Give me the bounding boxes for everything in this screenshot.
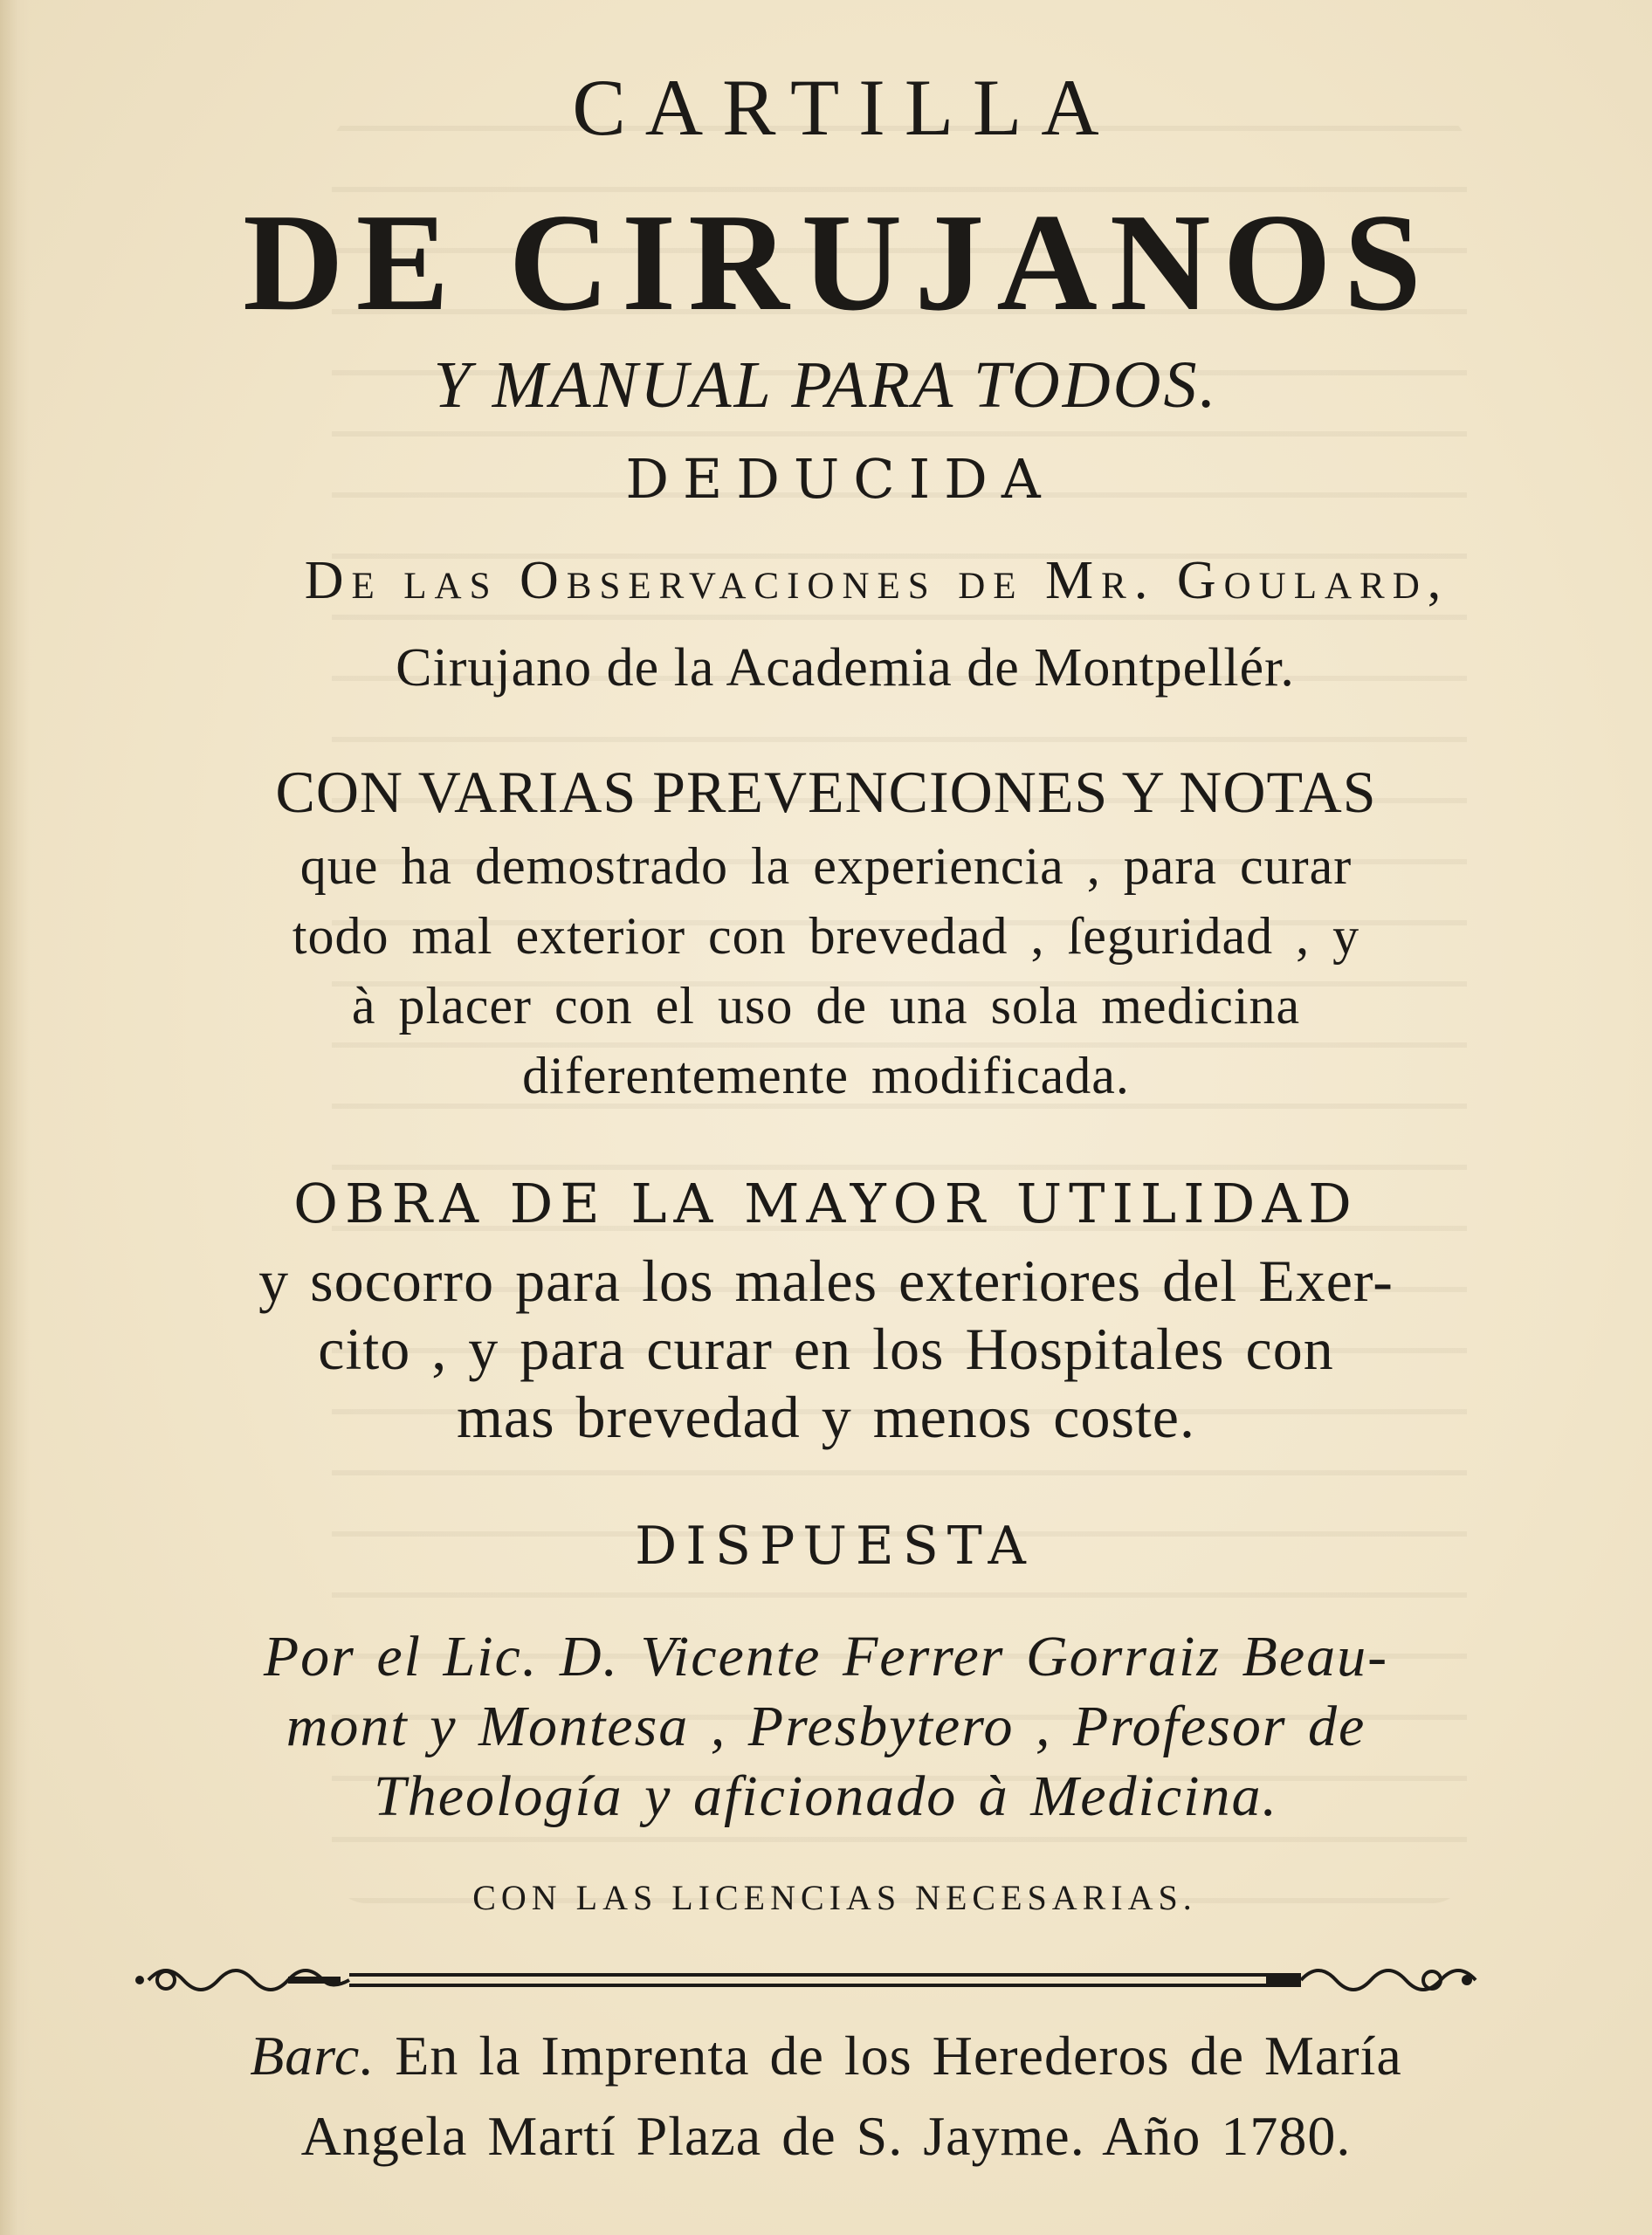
- body-line-4: diferentemente modificada.: [522, 1047, 1130, 1104]
- source-observaciones: De las Observaciones de Mr. Goulard,: [304, 551, 1449, 610]
- imprint-printer: En la Imprenta de los Herederos de María: [395, 2025, 1402, 2087]
- author-line-1: Por el Lic. D. Vicente Ferrer Gorraiz Beau-: [263, 1625, 1389, 1688]
- subtitle-manual: Y MANUAL PARA TODOS.: [433, 348, 1219, 422]
- body-line-2: todo mal exterior con brevedad , ſeguridad , y: [292, 907, 1360, 965]
- imprint-line-2: Angela Martí Plaza de S. Jayme. Año 1780.: [300, 2105, 1352, 2167]
- imprint-line-1: [0, 2024, 1652, 2088]
- heading-deducida: DEDUCIDA: [625, 447, 1055, 511]
- body-line-1: que ha demostrado la experiencia , para curar: [299, 837, 1353, 895]
- utility-line-1: y socorro para los males exteriores del Exer-: [258, 1248, 1394, 1314]
- body-line-3: à placer con el uso de una sola medicina: [351, 977, 1301, 1035]
- title-de-cirujanos: DE CIRUJANOS: [243, 184, 1434, 340]
- title-cartilla: CARTILLA: [572, 63, 1119, 152]
- heading-obra: OBRA DE LA MAYOR UTILIDAD: [293, 1172, 1359, 1235]
- utility-line-2: cito , y para curar en los Hospitales con: [318, 1316, 1334, 1382]
- source-academia: Cirujano de la Academia de Montpellér.: [396, 638, 1295, 698]
- author-line-2: mont y Montesa , Presbytero , Profesor de: [286, 1695, 1366, 1758]
- heading-prevenciones: CON VARIAS PREVENCIONES Y NOTAS: [275, 759, 1377, 825]
- imprint-place: Barc.: [250, 2025, 375, 2087]
- licenses-note: CON LAS LICENCIAS NECESARIAS.: [472, 1878, 1197, 1917]
- ornamental-rule: [0, 1945, 1652, 2015]
- utility-line-3: mas brevedad y menos coste.: [457, 1384, 1195, 1450]
- author-line-3: Theología y aficionado à Medicina.: [373, 1764, 1278, 1828]
- heading-dispuesta: DISPUESTA: [635, 1516, 1035, 1577]
